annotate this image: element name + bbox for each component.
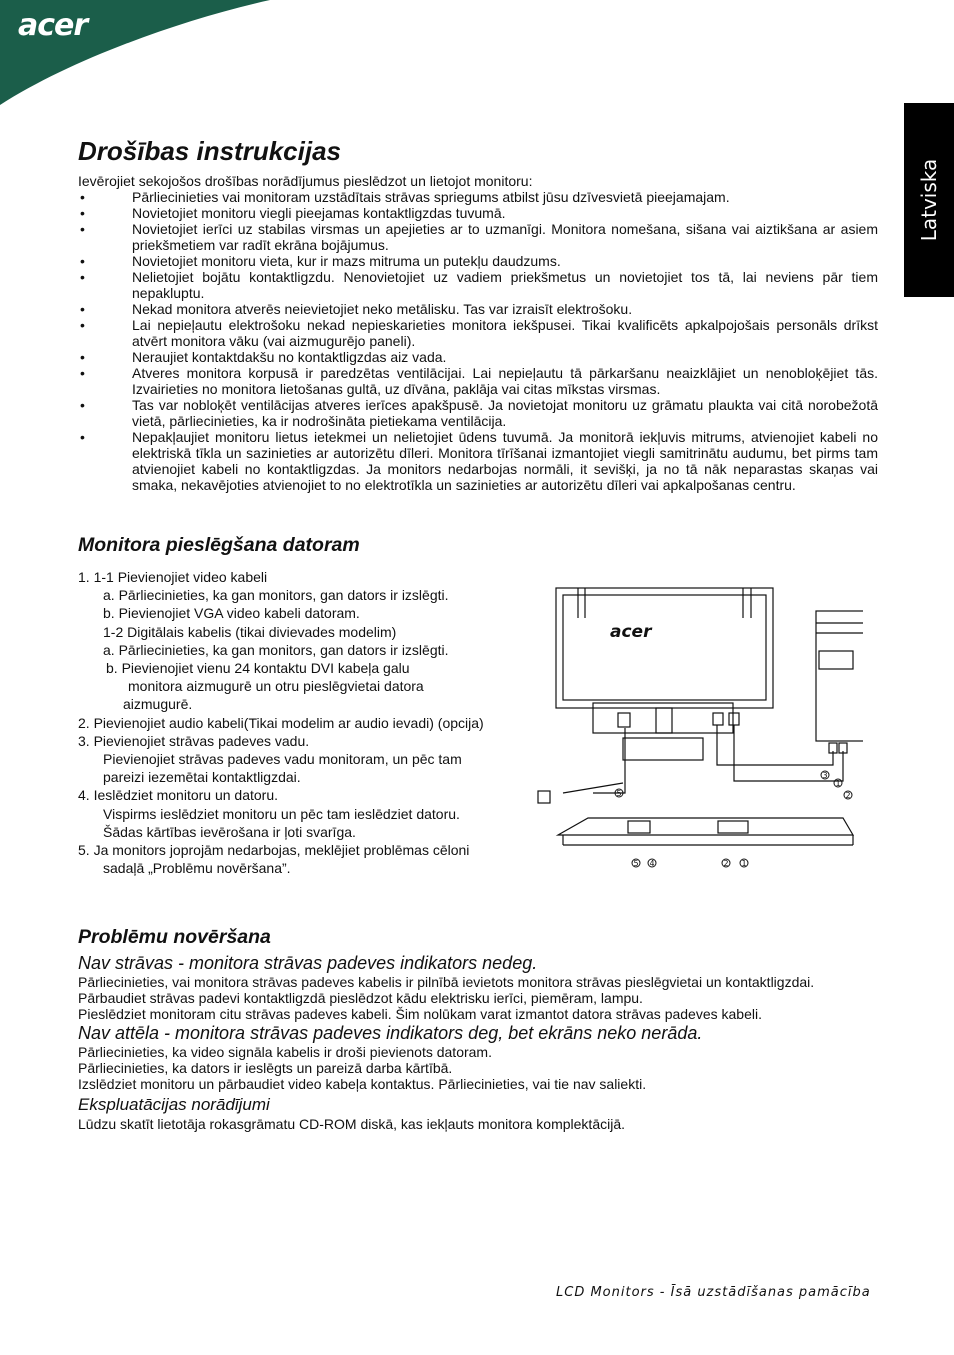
safety-bullet-list [78,189,878,493]
troubleshooting-title: Problēmu novēršana [78,926,271,948]
troubleshoot-heading-no-power: Nav strāvas - monitora strāvas padeves indikators nedeg. [78,953,538,973]
list-item: • Novietojiet monitoru viegli pieejamas kontaktligzdas tuvumā. [78,205,878,221]
paragraph: Izslēdziet monitoru un pārbaudiet video kabeļa kontaktus. Pārliecinieties, vai tie nav saliekti. [78,1076,647,1092]
list-item: • Tas var nobloķēt ventilācijas atveres ierīces apakšpusē. Ja novietojat monitoru uz grāmatu plaukta vai citā norobežotā vietā, pārliecinieties, ka ir nodrošināta pietiekama ventilācija. [78,397,878,429]
list-item: • Lai nepieļautu elektrošoku nekad nepieskarieties monitora iekšpusei. Tikai kvalificēts apkalpojošais personāls drīkst atvērt monitora vāku (vai aizmugurējo paneli). [78,317,878,349]
step-line: Šādas kārtības ievērošana ir ļoti svarīga. [103,823,356,840]
diagram-label-5: 5 [616,789,622,798]
connect-steps [78,568,548,877]
wall-outlet [538,791,550,803]
diagram-label-1-top: 1 [835,779,841,788]
language-tab [904,103,954,297]
step-line: sadaļā „Problēmu novēršana”. [103,860,291,877]
paragraph: Pārliecinieties, vai monitora strāvas padeves kabelis ir pilnībā ievietots monitora strāvas pieslēgvietai un kontaktligzdai. [78,974,815,990]
step-line: 5. Ja monitors joprojām nedarbojas, meklējiet problēmas cēloni [78,842,470,859]
monitor-back [556,588,773,708]
step-line: 4. Ieslēdziet monitoru un datoru. [78,787,279,804]
troubleshoot-heading-operation: Ekspluatācijas norādījumi [78,1095,270,1114]
diagram-label-5-bottom: 5 [633,859,639,868]
list-item: • Nelietojiet bojātu kontaktligzdu. Nenovietojiet uz vadiem priekšmetus un novietojiet tos tā, lai neviens pār tiem nepakluptu. [78,269,878,301]
page-footer: LCD Monitors - Īsā uzstādīšanas pamācība [556,1285,871,1300]
list-item: • Novietojiet ierīci uz stabilas virsmas un apejieties ar to uzmanīgi. Monitora nomešana, sišana vai aiztikšana ar asiem priekšmetiem var radīt ekrāna bojājumus. [78,221,878,253]
diagram-label-1-bottom: 1 [741,859,747,868]
troubleshooting-body [78,952,878,1132]
list-item: • Nepakļaujiet monitoru lietus ietekmei un nelietojiet ūdens tuvumā. Ja monitorā iekļuvis mitrums, atvienojiet kabeli no elektriskā tīkla un sazinieties ar autorizētu dīleri. Monitora tīrīšanai izmantojiet viegli samitrinātu audumu, bet pirms tam atvienojiet kabeli no kontaktligzdas. Ja monitors nedarbojas normāli, it sevišķi, ja no tā nāk neparastas skaņas vai smaka, nekavējoties atvienojiet to no elektrotīkla un sazinieties ar autorizētu dīleri vai apkalpošanas centru. [78,429,878,493]
step-line: 1. 1-1 Pievienojiet video kabeli [78,569,268,585]
step-line: a. Pārliecinieties, ka gan monitors, gan dators ir izslēgti. [103,641,449,658]
step-line: pareizi iezemētai kontaktligzdai. [103,769,301,786]
paragraph: Lūdzu skatīt lietotāja rokasgrāmatu CD-ROM diskā, kas iekļauts monitora komplektācijā. [78,1116,625,1132]
list-item: • Atveres monitora korpusā ir paredzētas ventilācijai. Lai nepieļautu tā pārkaršanu neaizklājiet un nenobloķējiet tās. Izvairieties no monitora lietošanas gultā, uz dīvāna, paklāja vai citas mīkstas virsmas. [78,365,878,397]
paragraph: Pieslēdziet monitoram citu strāvas padeves kabeli. Šim nolūkam varat izmantot datora strāvas padeves kabeli. [78,1006,762,1022]
list-item: • Nekad monitora atverēs neievietojiet neko metālisku. Tas var izraisīt elektrošoku. [78,301,878,317]
monitor-bottom-view [558,818,853,835]
diagram-label-2-top: 2 [845,791,851,800]
connection-diagram [533,583,863,873]
step-line: b. Pievienojiet VGA video kabeli datoram. [103,605,360,622]
connect-title: Monitora pieslēgšana datoram [78,534,360,556]
monitor-logo: acer [610,622,652,642]
list-item: • Novietojiet monitoru vieta, kur ir mazs mitruma un putekļu daudzums. [78,253,878,269]
step-line: a. Pārliecinieties, ka gan monitors, gan dators ir izslēgti. [103,587,449,604]
paragraph: Pārliecinieties, ka video signāla kabelis ir droši pievienots datoram. [78,1044,492,1060]
step-line: aizmugurē. [123,696,193,713]
diagram-label-2-bottom: 2 [723,859,729,868]
list-item: • Pārliecinieties vai monitoram uzstādītais strāvas spriegums atbilst jūsu dzīvesvietā pieejamajam. [78,189,878,205]
step-line: monitora aizmugurē un otru pieslēgvietai datora [128,678,424,695]
step-line: Vispirms ieslēdziet monitoru un pēc tam ieslēdziet datoru. [103,805,460,822]
list-item: • Neraujiet kontaktdakšu no kontaktligzdas aiz vada. [78,349,878,365]
step-line: b. Pievienojiet vienu 24 kontaktu DVI kabeļa galu [106,660,410,677]
safety-title: Drošības instrukcijas [78,136,341,166]
language-tab-label: Latviska [917,158,941,242]
diagram-label-4-bottom: 4 [649,859,655,868]
step-line: 3. Pievienojiet strāvas padeves vadu. [78,732,310,749]
step-line: 2. Pievienojiet audio kabeli(Tikai modelim ar audio ievadi) (opcija) [78,714,484,731]
step-line: 1-2 Digitālais kabelis (tikai divievades modelim) [103,623,397,640]
header-band [0,0,954,110]
troubleshoot-heading-no-picture: Nav attēla - monitora strāvas padeves indikators deg, bet ekrāns neko nerāda. [78,1023,703,1043]
paragraph: Pārliecinieties, ka dators ir ieslēgts un pareizā darba kārtībā. [78,1060,453,1076]
pc-tower [816,611,863,741]
acer-logo: acer [18,8,88,43]
safety-intro: Ievērojiet sekojošos drošības norādījumus pieslēdzot un lietojot monitoru: [78,173,533,189]
step-line: Pievienojiet strāvas padeves vadu monitoram, un pēc tam [103,751,462,768]
diagram-label-3-top: 3 [822,771,828,780]
paragraph: Pārbaudiet strāvas padevi kontaktligzdā pieslēdzot kādu elektrisku ierīci, piemēram, lampu. [78,990,643,1006]
monitor-power-port [618,713,630,727]
